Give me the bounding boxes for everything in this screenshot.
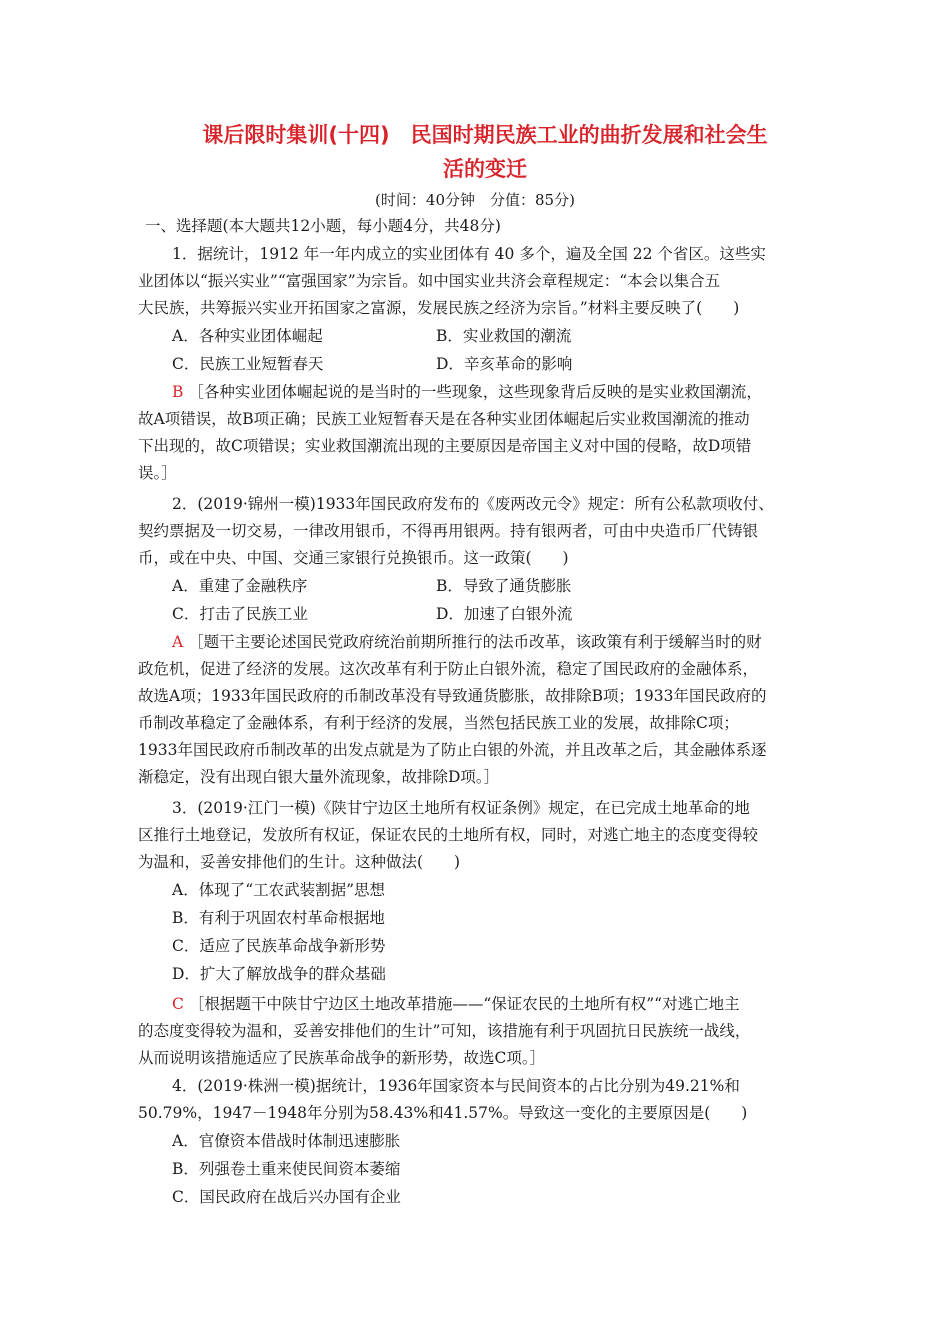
q2-explanation-line: 币制改革稳定了金融体系，有利于经济的发展，当然包括民族工业的发展，故排除C项； — [138, 714, 739, 732]
q3-explanation — [172, 991, 830, 1017]
q2-option-b: B．导致了通货膨胀 — [436, 577, 572, 595]
q2-explanation-line: 故选A项；1933年国民政府的币制改革没有导致通货膨胀，故排除B项；1933年国民政府的 — [138, 687, 767, 705]
q2-explanation-line: 政危机，促进了经济的发展。这次改革有利于防止白银外流，稳定了国民政府的金融体系， — [138, 660, 759, 678]
q2-explanation-line: 1933年国民政府币制改革的出发点就是为了防止白银的外流，并且改革之后，其金融体系逐 — [138, 741, 767, 759]
q2-option-a: A．重建了金融秩序 — [172, 577, 308, 595]
q3-option-b: B．有利于巩固农村革命根据地 — [172, 909, 385, 927]
q1-explanation-line: 故A项错误，故B项正确；民族工业短暂春天是在各种实业团体崛起后实业救国潮流的推动 — [138, 410, 750, 428]
q1-line: 1．据统计，1912 年一年内成立的实业团体有 40 多个，遍及全国 22 个省区。这些实 — [172, 245, 766, 263]
q3-explanation-line: 从而说明该措施适应了民族革命战争的新形势，故选C项。］ — [138, 1049, 546, 1067]
q1-explanation-line: 下出现的，故C项错误；实业救国潮流出现的主要原因是帝国主义对中国的侵略，故D项错 — [138, 437, 752, 455]
q4-option-a: A．官僚资本借战时体制迅速膨胀 — [172, 1132, 401, 1150]
q1-explanation-line: 误。］ — [138, 464, 177, 482]
q3-option-a: A．体现了“工农武装割据”思想 — [172, 881, 386, 899]
section-heading: 一、选择题(本大题共12小题，每小题4分，共48分) — [145, 217, 501, 235]
q2-answer: A — [172, 633, 184, 651]
q2-line: 币，或在中央、中国、交通三家银行兑换银币。这一政策( ) — [138, 549, 569, 567]
q1-line: 业团体以“振兴实业”“富强国家”为宗旨。如中国实业共济会章程规定：“本会以集合五 — [138, 272, 721, 290]
q2-line: 契约票据及一切交易，一律改用银币，不得再用银两。持有银两者，可由中央造币厂代铸银 — [138, 522, 759, 540]
q3-line: 区推行土地登记，发放所有权证，保证农民的土地所有权，同时，对逃亡地主的态度变得较 — [138, 826, 759, 844]
q3-explanation-text: ［根据题干中陕甘宁边区土地改革措施——“保证农民的土地所有权”“对逃亡地主 — [188, 995, 740, 1013]
q1-line: 大民族，共筹振兴实业开拓国家之富源，发展民族之经济为宗旨。”材料主要反映了( ) — [138, 299, 740, 317]
q2-explanation-line: 渐稳定，没有出现白银大量外流现象，故排除D项。］ — [138, 768, 500, 786]
q1-option-a: A．各种实业团体崛起 — [172, 327, 323, 345]
q3-line: 为温和，妥善安排他们的生计。这种做法( ) — [138, 853, 461, 871]
title-line-2: 活的变迁 — [443, 157, 527, 181]
q2-line: 2．(2019·锦州一模)1933年国民政府发布的《废两改元令》规定：所有公私款项收付、 — [172, 495, 774, 513]
q3-option-d: D．扩大了解放战争的群众基础 — [172, 965, 386, 983]
q2-explanation-text: ［题干主要论述国民党政府统治前期所推行的法币改革，该政策有利于缓解当时的财 — [188, 633, 762, 651]
q3-explanation-line: 的态度变得较为温和，妥善安排他们的生计”可知，该措施有利于巩固抗日民族统一战线， — [138, 1022, 751, 1040]
q4-line: 4．(2019·株洲一模)据统计，1936年国家资本与民间资本的占比分别为49.21%和 — [172, 1077, 740, 1095]
q4-option-b: B．列强卷土重来使民间资本萎缩 — [172, 1160, 401, 1178]
q2-option-c: C．打击了民族工业 — [172, 605, 308, 623]
q3-line: 3．(2019·江门一模)《陕甘宁边区土地所有权证条例》规定，在已完成土地革命的地 — [172, 799, 750, 817]
q1-explanation-text: ［各种实业团体崛起说的是当时的一些现象，这些现象背后反映的是实业救国潮流， — [188, 383, 762, 401]
q1-option-c: C．民族工业短暂春天 — [172, 355, 324, 373]
meta-info: (时间：40分钟 分值：85分) — [375, 191, 575, 209]
q1-option-b: B．实业救国的潮流 — [436, 327, 572, 345]
q3-answer: C — [172, 995, 184, 1013]
q1-explanation — [172, 379, 830, 405]
q2-option-d: D．加速了白银外流 — [436, 605, 573, 623]
q4-line: 50.79%，1947－1948年分别为58.43%和41.57%。导致这一变化的主要原因是( ) — [138, 1104, 748, 1122]
q1-answer: B — [172, 383, 184, 401]
q2-explanation — [172, 629, 830, 655]
q3-option-c: C．适应了民族革命战争新形势 — [172, 937, 386, 955]
q1-option-d: D．辛亥革命的影响 — [436, 355, 573, 373]
title-line-1: 课后限时集训(十四) 民国时期民族工业的曲折发展和社会生 — [202, 123, 768, 147]
q4-option-c: C．国民政府在战后兴办国有企业 — [172, 1188, 401, 1206]
